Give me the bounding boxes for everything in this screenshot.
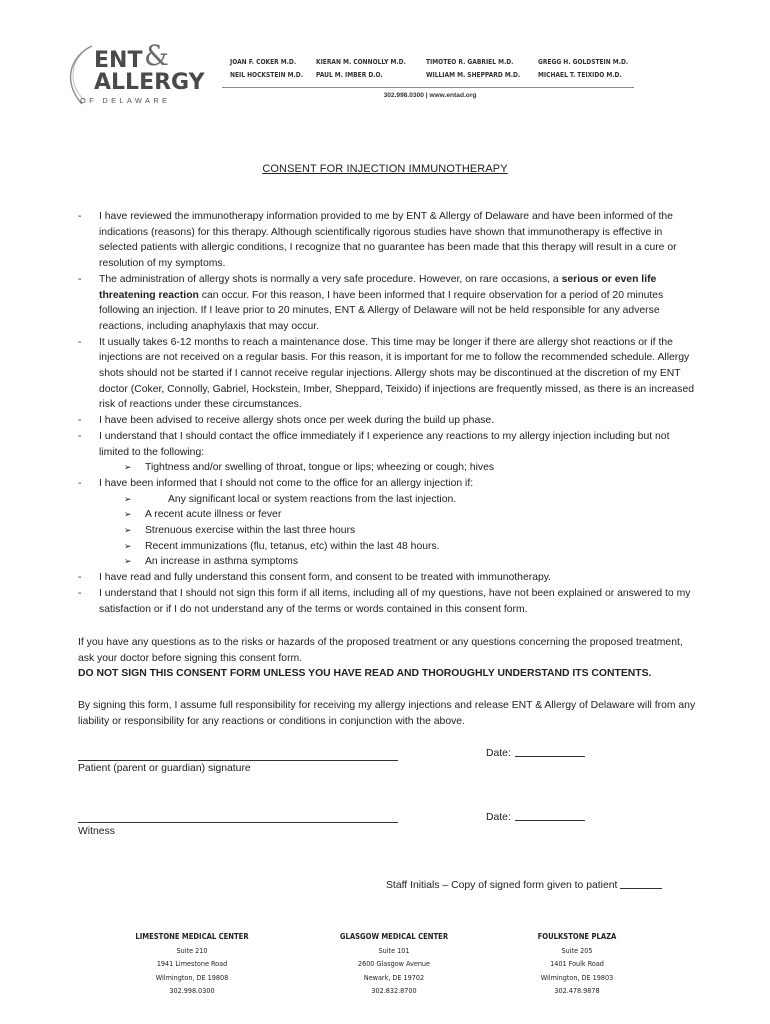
- dash-marker: -: [78, 336, 82, 348]
- physician-name: MICHAEL T. TEIXIDO M.D.: [538, 71, 622, 79]
- sub-list-item: [78, 539, 698, 555]
- item-text: I have read and fully understand this consent form, and consent to be treated with immunotherapy.: [99, 572, 552, 584]
- list-item: [78, 476, 698, 492]
- physician-list: [230, 58, 650, 79]
- arrow-bullet-icon: ➢: [124, 462, 132, 473]
- list-item: [78, 209, 698, 272]
- physician-name: TIMOTEO R. GABRIEL M.D.: [426, 58, 514, 66]
- dash-marker: -: [78, 211, 82, 222]
- contact-info: 302.998.0300 | www.entad.org: [383, 92, 477, 99]
- sub-item-text: Strenuous exercise within the last three hours: [145, 525, 356, 537]
- page-title: CONSENT FOR INJECTION IMMUNOTHERAPY: [262, 163, 508, 175]
- consent-items-list: [78, 209, 698, 617]
- location-limestone: [117, 930, 267, 998]
- patient-date-field: [486, 746, 585, 759]
- list-item: [78, 570, 698, 586]
- physician-name: GREGG H. GOLDSTEIN M.D.: [538, 58, 629, 66]
- physician-name: JOAN F. COKER M.D.: [230, 58, 297, 66]
- witness-date-field: [486, 810, 585, 823]
- logo-ent-text: ENT: [94, 48, 143, 73]
- sub-item-text: Tightness and/or swelling of throat, tongue or lips; wheezing or cough; hives: [145, 462, 495, 474]
- location-glasgow: [319, 930, 469, 998]
- item-text: I have been advised to receive allergy shots once per week during the build up phase.: [99, 415, 495, 427]
- ent-allergy-logo: [60, 39, 205, 106]
- arrow-bullet-icon: ➢: [124, 540, 132, 551]
- arrow-bullet-icon: ➢: [124, 556, 132, 567]
- questions-text: If you have any questions as to the risks or hazards of the proposed treatment or any questions concerning the proposed treatment, ask your doctor before signing this consent form.: [78, 637, 683, 664]
- questions-paragraph: [78, 635, 698, 682]
- dash-marker: -: [78, 477, 82, 489]
- dash-marker: -: [78, 430, 82, 442]
- physician-name: NEIL HOCKSTEIN M.D.: [230, 71, 303, 79]
- location-street: 1401 Foulk Road: [550, 959, 604, 968]
- witness-signature-label: Witness: [78, 826, 115, 837]
- location-suite: Suite 205: [561, 945, 593, 955]
- patient-signature-label: Patient (parent or guardian) signature: [78, 763, 251, 774]
- witness-date-input[interactable]: [515, 810, 585, 821]
- patient-date-input[interactable]: [515, 746, 585, 757]
- item-text: I have been informed that I should not come to the office for an allergy injection if:: [99, 477, 474, 489]
- list-item: [78, 272, 698, 335]
- location-phone: 302.998.0300: [169, 986, 215, 995]
- item-text-emphasis: serious or even life threatening reaction: [99, 273, 657, 301]
- sub-list-item: [78, 507, 698, 523]
- physician-name: PAUL M. IMBER D.O.: [316, 71, 383, 79]
- date-label: Date:: [486, 748, 511, 759]
- dash-marker: -: [78, 273, 82, 285]
- dash-marker: -: [78, 587, 82, 599]
- responsibility-paragraph: By signing this form, I assume full responsibility for receiving my allergy injections and release ENT & Allergy of Delaware will from any liability or responsibility for any reactions or conditions in conjunction with the above.: [78, 700, 696, 727]
- location-phone: 302.478.9878: [554, 986, 600, 995]
- arrow-bullet-icon: ➢: [124, 493, 132, 504]
- sub-list-item: [78, 492, 698, 508]
- location-city: Wilmington, DE 19803: [540, 972, 614, 982]
- location-name: FOULKSTONE PLAZA: [537, 932, 617, 941]
- sub-item-text: A recent acute illness or fever: [145, 509, 282, 521]
- dash-marker: -: [78, 415, 82, 427]
- dash-marker: -: [78, 572, 82, 584]
- location-suite: Suite 210: [176, 945, 208, 955]
- sub-item-text: An increase in asthma symptoms: [145, 556, 299, 568]
- location-city: Wilmington, DE 19808: [155, 972, 229, 982]
- item-text: can occur. For this reason, I have been informed that I require observation for a period of 20 minutes following an injection. If I leave prior to 20 minutes, ENT & Allergy of Delaware will not be held responsible for any adverse reactions, including anaphylaxis that may occur.: [99, 289, 664, 332]
- arrow-bullet-icon: ➢: [124, 509, 132, 520]
- logo-allergy-text: ALLERGY: [94, 70, 205, 95]
- arrow-bullet-icon: ➢: [124, 525, 132, 536]
- sub-item-text: Recent immunizations (flu, tetanus, etc) within the last 48 hours.: [145, 540, 440, 552]
- witness-signature-line[interactable]: [78, 822, 398, 823]
- staff-initials-input[interactable]: [620, 878, 662, 889]
- logo-delaware-text: OF DELAWARE: [80, 96, 171, 105]
- staff-initials-label: Staff Initials – Copy of signed form given to patient: [386, 880, 618, 891]
- location-street: 2600 Glasgow Avenue: [357, 959, 431, 968]
- staff-initials-field: [386, 878, 662, 891]
- physician-name: KIERAN M. CONNOLLY M.D.: [316, 58, 406, 66]
- item-text: The administration of allergy shots is normally a very safe procedure. However, on rare occasions, a: [99, 273, 562, 285]
- list-item: [78, 429, 698, 460]
- list-item: [78, 586, 698, 617]
- date-label: Date:: [486, 812, 511, 823]
- sub-list-item: [78, 523, 698, 539]
- location-name: GLASGOW MEDICAL CENTER: [339, 932, 449, 941]
- physician-name: WILLIAM M. SHEPPARD M.D.: [426, 71, 521, 79]
- patient-signature-line[interactable]: [78, 760, 398, 761]
- location-suite: Suite 101: [378, 945, 410, 955]
- item-text: It usually takes 6-12 months to reach a maintenance dose. This time may be longer if there are allergy shot reactions or if the injections are not received on a regular basis. For this reason, it is important for me to follow the recommended schedule. Allergy shots should not be started if I cannot receive regular injections. Allergy shots may be discontinued at the discretion of my ENT doctor (Coker, Connolly, Gabriel, Hockstein, Imber, Sheppard, Teixido) if injections are frequently missed, as there is an increased risk of reactions under these circumstances.: [99, 336, 695, 411]
- sub-list-item: [78, 460, 698, 476]
- item-text: I understand that I should contact the office immediately if I experience any reactions to my allergy injection including but not limited to the following:: [99, 430, 670, 458]
- location-name: LIMESTONE MEDICAL CENTER: [135, 932, 249, 941]
- sub-list-item: [78, 554, 698, 570]
- item-text: I have reviewed the immunotherapy information provided to me by ENT & Allergy of Delaware and have been informed of the indications (reasons) for this therapy. Although scientifically rigorous studies have shown that immunotherapy is effective in selected patients with allergic conditions, I recognize that no guarantee has been made that this therapy will result in a cure or resolution of my symptoms.: [99, 211, 677, 270]
- logo-ampersand: &: [144, 39, 169, 72]
- location-street: 1941 Limestone Road: [156, 959, 228, 968]
- location-city: Newark, DE 19702: [363, 972, 425, 982]
- list-item: [78, 413, 698, 429]
- item-text: I understand that I should not sign this form if all items, including all of my questions, have not been explained or answered to my satisfaction or if I do not understand any of the terms or words contained in this consent form.: [99, 587, 691, 615]
- warning-text: DO NOT SIGN THIS CONSENT FORM UNLESS YOU HAVE READ AND THOROUGHLY UNDERSTAND ITS CONTENTS.: [78, 668, 652, 680]
- list-item: [78, 335, 698, 414]
- header-divider: [222, 87, 634, 88]
- location-foulkstone: [502, 930, 652, 998]
- sub-item-text: Any significant local or system reactions from the last injection.: [168, 493, 457, 505]
- location-phone: 302.832.8700: [371, 986, 417, 995]
